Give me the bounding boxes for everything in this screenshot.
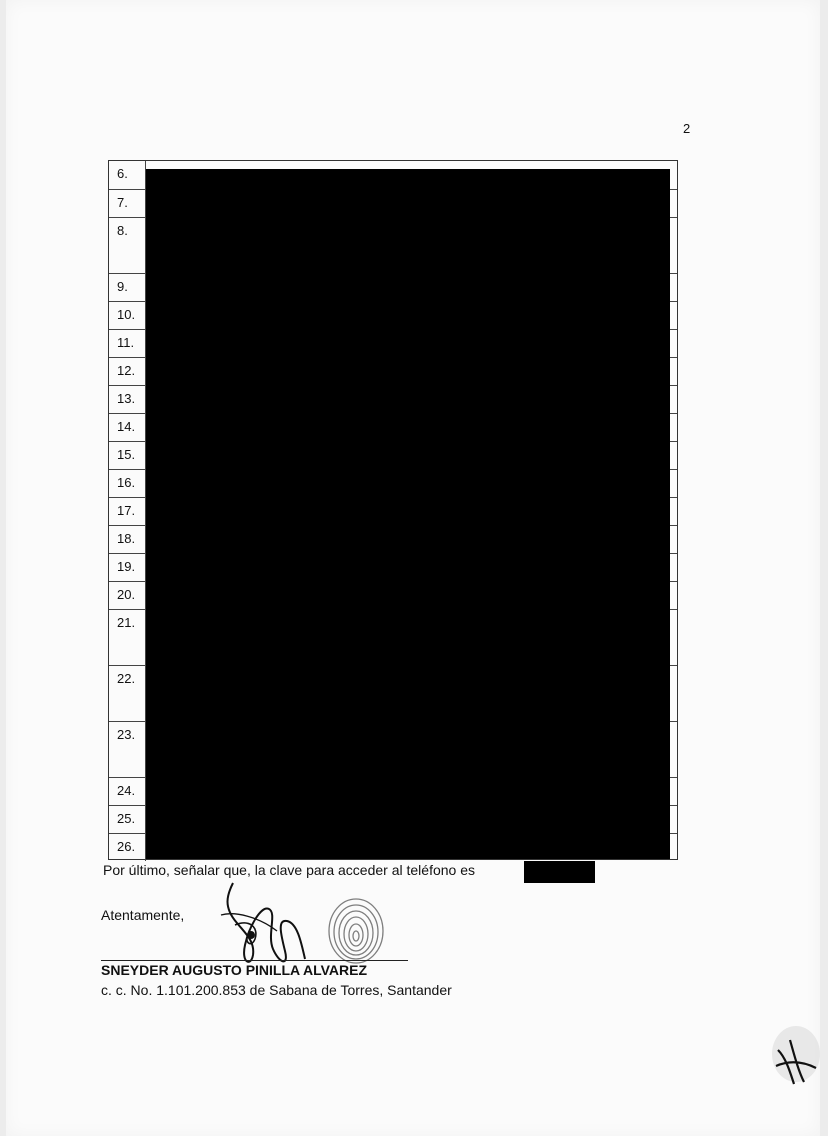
row-number-cell	[109, 498, 146, 525]
fingerprint-mark	[325, 893, 387, 965]
row-number: 17.	[117, 503, 136, 518]
row-number: 21.	[117, 615, 136, 630]
row-number: 14.	[117, 419, 136, 434]
margin-initial-mark	[768, 1020, 822, 1090]
row-number-cell	[109, 442, 146, 469]
password-redaction-block	[524, 861, 595, 883]
signature-line	[101, 960, 408, 961]
row-number-cell	[109, 834, 146, 861]
row-number-cell	[109, 190, 146, 217]
row-number-cell	[109, 554, 146, 581]
table-redaction-block	[146, 169, 670, 859]
row-number: 6.	[117, 166, 128, 181]
row-number: 8.	[117, 223, 128, 238]
row-number: 25.	[117, 811, 136, 826]
page-number: 2	[683, 121, 691, 136]
row-number-cell	[109, 161, 146, 189]
signer-id: c. c. No. 1.101.200.853 de Sabana de Torres, Santander	[101, 982, 452, 998]
row-number-cell	[109, 806, 146, 833]
row-number: 20.	[117, 587, 136, 602]
row-number: 24.	[117, 783, 136, 798]
row-number: 26.	[117, 839, 136, 854]
regards-text: Atentamente,	[101, 907, 185, 923]
row-number-cell	[109, 302, 146, 329]
row-number: 19.	[117, 559, 136, 574]
closing-paragraph: Por último, señalar que, la clave para acceder al teléfono es	[103, 862, 475, 878]
row-number: 7.	[117, 195, 128, 210]
row-number-cell	[109, 274, 146, 301]
row-number: 23.	[117, 727, 136, 742]
row-number: 16.	[117, 475, 136, 490]
signer-name: SNEYDER AUGUSTO PINILLA ALVAREZ	[101, 962, 368, 978]
row-number-cell	[109, 470, 146, 497]
row-number-cell	[109, 358, 146, 385]
row-number-cell	[109, 582, 146, 609]
row-number: 10.	[117, 307, 136, 322]
row-number-cell	[109, 330, 146, 357]
row-number-cell	[109, 722, 146, 777]
row-number: 22.	[117, 671, 136, 686]
row-number: 13.	[117, 391, 136, 406]
row-number-cell	[109, 526, 146, 553]
row-number: 18.	[117, 531, 136, 546]
row-number-cell	[109, 218, 146, 273]
row-number-cell	[109, 414, 146, 441]
row-number: 15.	[117, 447, 136, 462]
row-number: 11.	[117, 335, 135, 350]
row-number-cell	[109, 386, 146, 413]
row-number: 12.	[117, 363, 136, 378]
row-number: 9.	[117, 279, 128, 294]
row-number-cell	[109, 666, 146, 721]
row-number-cell	[109, 778, 146, 805]
row-number-cell	[109, 610, 146, 665]
